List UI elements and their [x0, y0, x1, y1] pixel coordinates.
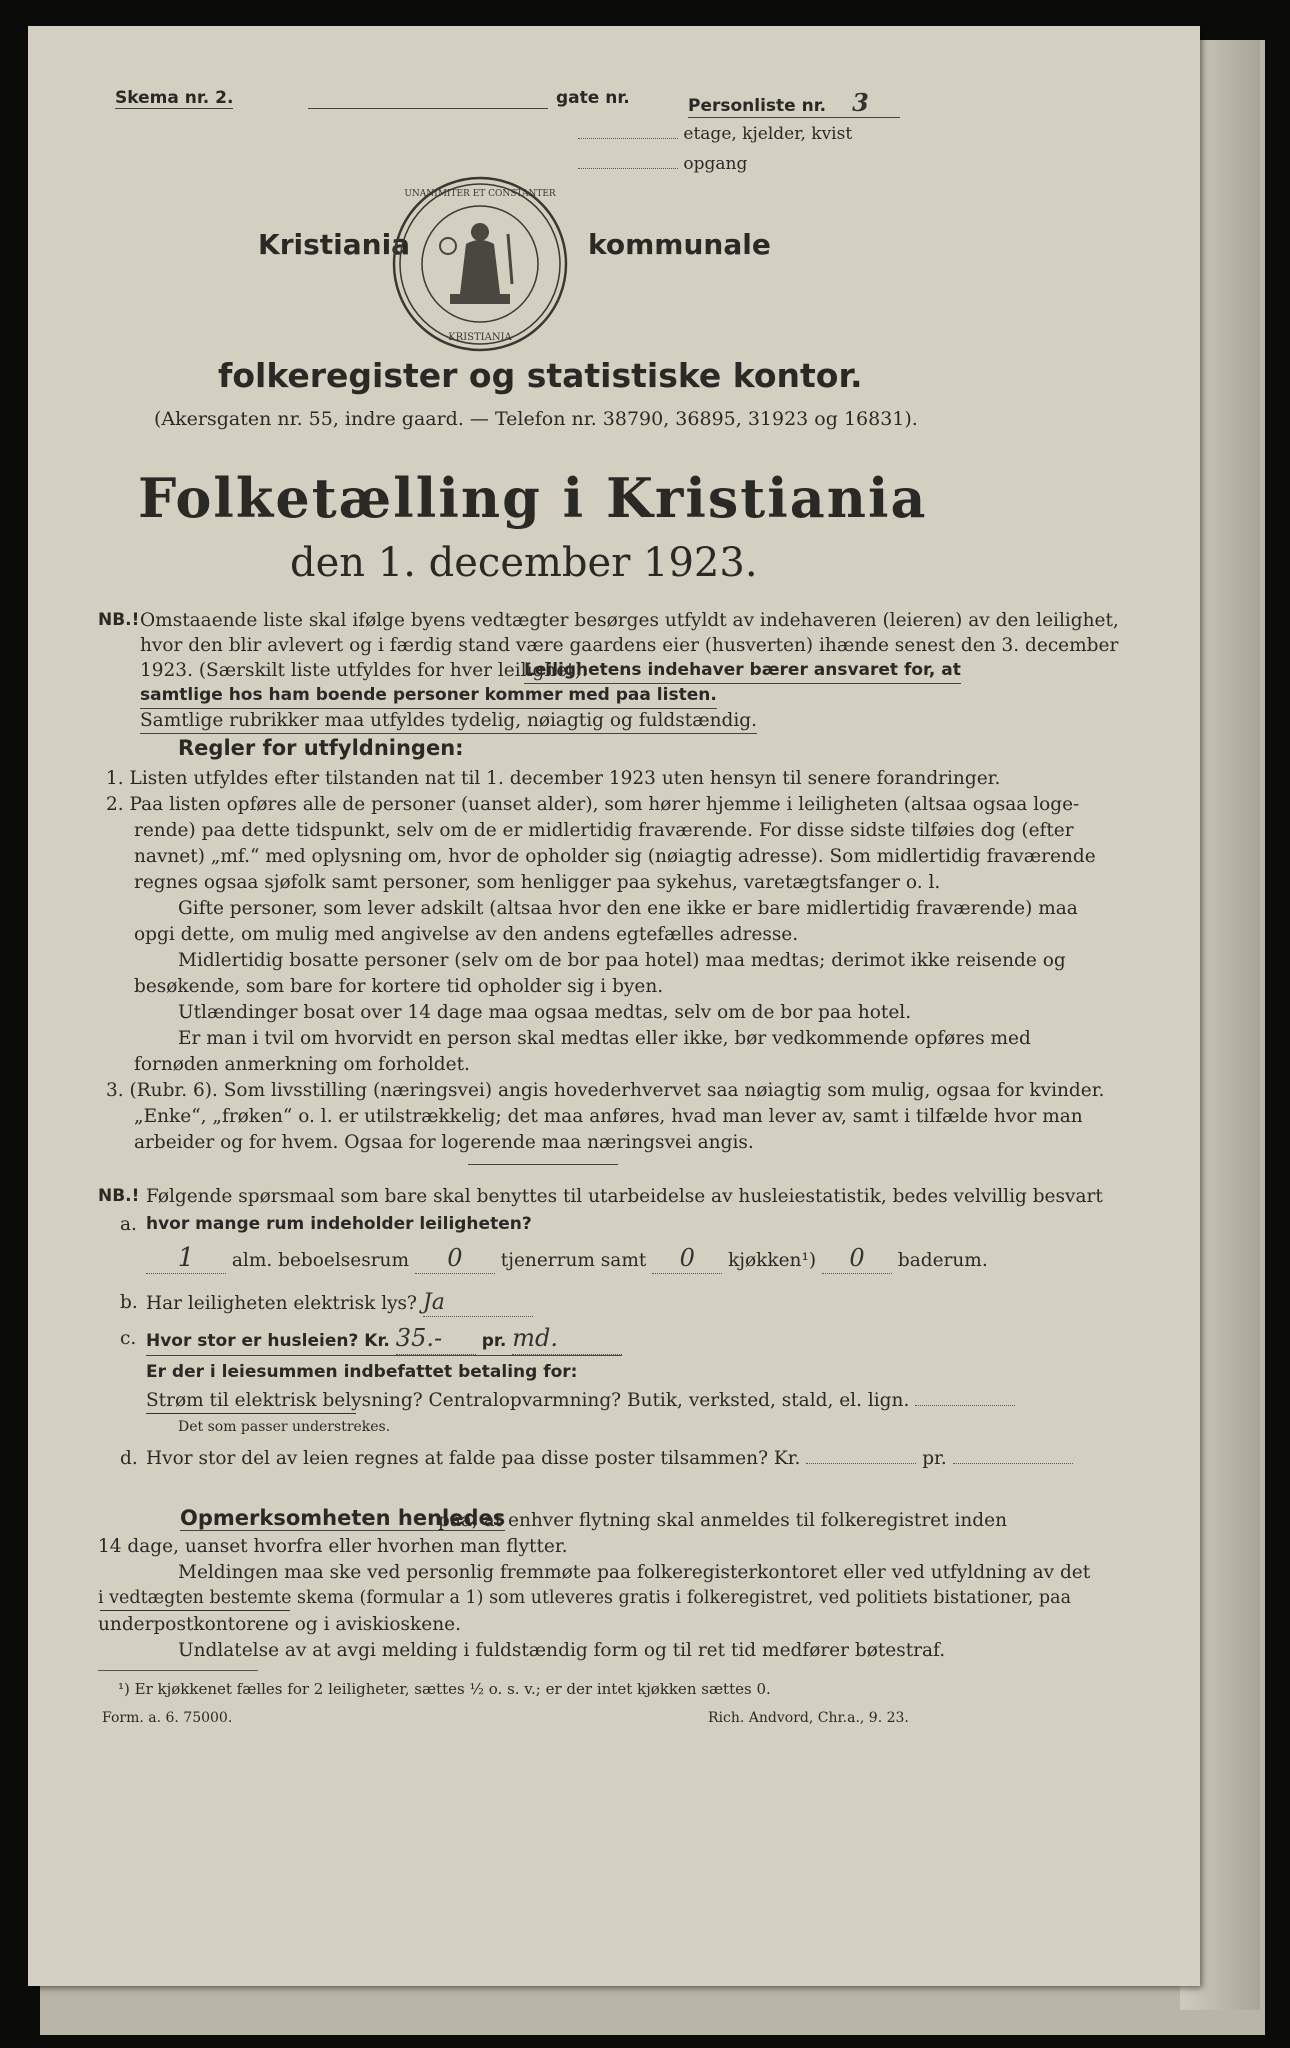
question-c-label: c. — [120, 1328, 137, 1349]
floor-field: etage, kjelder, kvist — [578, 124, 852, 144]
rent-row: Hvor stor er husleien? Kr. 35.- pr. md. — [146, 1326, 622, 1356]
municipal-label: kommunale — [588, 228, 771, 261]
personliste-field: Personliste nr. 3 — [688, 88, 900, 118]
rule-line: 3. (Rubr. 6). Som livsstilling (næringsvei) angis hovederhvervet saa nøiagtig som mulig, ogsaa for kvinder. — [106, 1080, 1105, 1101]
kitchen-value[interactable]: 0 — [679, 1244, 695, 1272]
rooms-row: 1 alm. beboelsesrum 0 tjenerrum samt 0 kjøkken¹) 0 baderum. — [146, 1246, 988, 1274]
notice-line: i vedtægten bestemte skema (formular a 1) som utleveres gratis i folkeregistret, ved politiets bistationer, paa — [98, 1588, 1072, 1608]
personliste-value: 3 — [852, 88, 869, 117]
bathroom-value[interactable]: 0 — [849, 1244, 865, 1272]
skema-number: Skema nr. 2. — [115, 88, 234, 108]
city-seal — [390, 174, 570, 354]
notice-heading: Opmerksomheten henledes — [180, 1506, 506, 1530]
rule-line: navnet) „mf.“ med oplysning om, hvor de opholder sig (nøiagtig adresse). Som midlertidig fraværende — [134, 846, 1096, 867]
svg-text:KRISTIANIA: KRISTIANIA — [448, 332, 512, 343]
rule-line: Gifte personer, som lever adskilt (altsaa hvor den ene ikke er bare midlertidig fraværende) maa — [178, 898, 1078, 919]
rule-line: rende) paa dette tidspunkt, selv om de er midlertidig fraværende. For disse sidste tilføies dog (efter — [134, 820, 1074, 841]
entrance-field: opgang — [578, 154, 747, 174]
nb-line-2: hvor den blir avlevert og i færdig stand være gaardens eier (husverten) ihænde senest den 3. december — [140, 635, 1119, 656]
rule-line: opgi dette, om mulig med angivelse av den andens egtefælles adresse. — [134, 924, 799, 945]
included-underline — [146, 1413, 356, 1414]
nb-fill-all-fields: Samtlige rubrikker maa utfyldes tydelig, nøiagtig og fuldstændig. — [140, 708, 757, 734]
section-divider — [468, 1164, 618, 1165]
city-seal-emblem — [390, 174, 570, 354]
rule-line: fornøden anmerkning om forholdet. — [134, 1054, 470, 1075]
office-name: folkeregister og statistiske kontor. — [218, 356, 863, 395]
census-date: den 1. december 1923. — [290, 540, 758, 586]
printer-credit: Rich. Andvord, Chr.a., 9. 23. — [708, 1710, 909, 1726]
street-field-line — [308, 108, 548, 109]
form-number: Form. a. 6. 75000. — [102, 1710, 233, 1726]
svg-text:UNANIMITER ET CONSTANTER: UNANIMITER ET CONSTANTER — [404, 189, 556, 199]
nb-line-1: Omstaaende liste skal ifølge byens vedtægter besørges utfyldt av indehaveren (leieren) av den leilighet, — [140, 610, 1119, 631]
rule-line: arbeider og for hvem. Ogsaa for logerende maa næringsvei angis. — [134, 1132, 754, 1153]
city-name: Kristiania — [258, 228, 411, 261]
rule-line: 2. Paa listen opføres alle de personer (uanset alder), som hører hjemme i leiligheten (altsaa ogsaa loge- — [106, 794, 1080, 815]
nb-label: NB.! — [98, 610, 140, 630]
housing-intro: Følgende spørsmaal som bare skal benyttes til utarbeidelse av husleiestatistik, bedes velvillig besvart — [146, 1186, 1103, 1207]
form-title: Folketælling i Kristiania — [138, 466, 928, 530]
included-question: Er der i leiesummen indbefattet betaling for: — [146, 1362, 578, 1382]
notice-line: Undlatelse av at avgi melding i fuldstændig form og til ret tid medfører bøtestraf. — [178, 1640, 946, 1661]
rent-period[interactable]: md. — [512, 1324, 558, 1352]
rooms-value[interactable]: 1 — [177, 1243, 195, 1273]
notice-underline — [100, 1610, 290, 1611]
rule-line: besøkende, som bare for kortere tid opholder sig i byen. — [134, 976, 664, 997]
included-options: Strøm til elektrisk belysning? Centralopvarmning? Butik, verksted, stald, el. lign. — [146, 1388, 1015, 1413]
rules-heading: Regler for utfyldningen: — [178, 736, 464, 760]
question-a-label: a. — [120, 1214, 137, 1235]
rule-line: „Enke“, „frøken“ o. l. er utilstrækkelig; det maa anføres, hvad man lever av, samt i tilfælde hvor man — [134, 1106, 1083, 1127]
nb2-label: NB.! — [98, 1186, 140, 1206]
nb-line-3: 1923. (Særskilt liste utfyldes for hver leilighet). — [140, 660, 588, 681]
notice-line: Meldingen maa ske ved personlig fremmøte paa folkeregisterkontoret eller ved utfyldning av det — [178, 1562, 1091, 1583]
census-form-page — [28, 26, 1200, 1986]
nb-responsibility: Leilighetens indehaver bærer ansvaret for, at — [524, 658, 961, 684]
rule-line: Utlændinger bosat over 14 dage maa ogsaa medtas, selv om de bor paa hotel. — [178, 1002, 912, 1023]
cost-share-row: Hvor stor del av leien regnes at falde paa disse poster tilsammen? Kr. pr. — [146, 1446, 1073, 1471]
gate-label: gate nr. — [556, 88, 630, 108]
electric-light-row: Har leiligheten elektrisk lys? Ja — [146, 1290, 533, 1317]
question-a: hvor mange rum indeholder leiligheten? — [146, 1214, 532, 1234]
question-b-label: b. — [120, 1292, 138, 1313]
rule-line: Midlertidig bosatte personer (selv om de bor paa hotel) maa medtas; derimot ikke reisende og — [178, 950, 1066, 971]
notice-line: paa, at enhver flytning skal anmeldes til folkeregistret inden — [438, 1510, 1007, 1531]
question-d-label: d. — [120, 1448, 138, 1469]
rule-line: regnes ogsaa sjøfolk samt personer, som henligger paa sykehus, varetægtsfanger o. l. — [134, 872, 941, 893]
footnote-divider — [98, 1670, 258, 1671]
electric-light-answer[interactable]: Ja — [422, 1290, 445, 1315]
notice-line: 14 dage, uanset hvorfra eller hvorhen man flytter. — [98, 1536, 568, 1557]
notice-line: underpostkontorene og i aviskioskene. — [98, 1614, 461, 1635]
footnote: ¹) Er kjøkkenet fælles for 2 leiligheter, sættes ½ o. s. v.; er der intet kjøkken sættes 0. — [118, 1680, 771, 1698]
nb-all-persons: samtlige hos ham boende personer kommer med paa listen. — [140, 683, 717, 709]
included-note: Det som passer understrekes. — [178, 1419, 391, 1435]
servant-rooms-value[interactable]: 0 — [447, 1244, 463, 1272]
office-address: (Akersgaten nr. 55, indre gaard. — Telefon nr. 38790, 36895, 31923 og 16831). — [154, 408, 918, 430]
rule-line: 1. Listen utfyldes efter tilstanden nat til 1. december 1923 uten hensyn til senere forandringer. — [106, 768, 1001, 789]
rule-line: Er man i tvil om hvorvidt en person skal medtas eller ikke, bør vedkommende opføres med — [178, 1028, 1031, 1049]
rent-amount[interactable]: 35.- — [395, 1324, 443, 1352]
